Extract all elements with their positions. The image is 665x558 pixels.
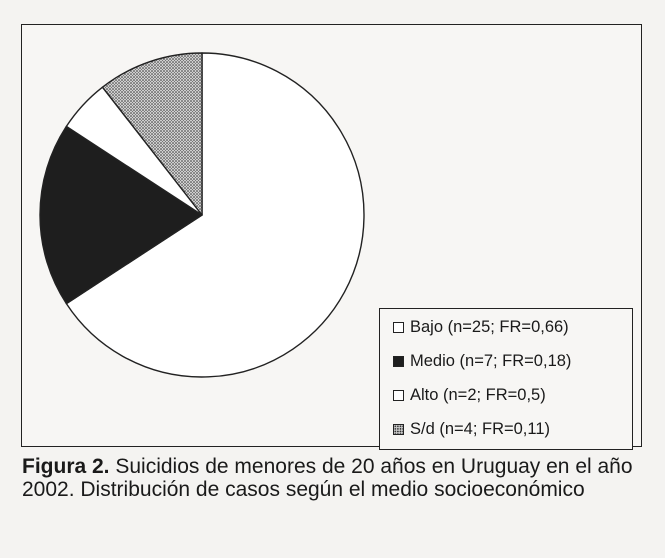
legend-label-sd: S/d (n=4; FR=0,11) <box>410 419 551 438</box>
legend-label-medio: Medio (n=7; FR=0,18) <box>410 351 572 370</box>
legend-item-medio <box>393 350 571 372</box>
legend-item-bajo <box>393 316 569 338</box>
legend-swatch-bajo <box>393 322 404 333</box>
legend-item-alto <box>393 384 546 406</box>
legend-item-sd <box>393 418 550 440</box>
chart-frame <box>21 24 642 447</box>
legend-swatch-sd <box>393 424 404 435</box>
legend-label-alto: Alto (n=2; FR=0,5) <box>410 385 546 404</box>
legend-label-bajo: Bajo (n=25; FR=0,66) <box>410 317 569 336</box>
caption-label: Figura 2. <box>22 455 110 478</box>
legend-swatch-medio <box>393 356 404 367</box>
legend <box>379 308 633 450</box>
legend-swatch-alto <box>393 390 404 401</box>
pie-slices <box>40 53 364 377</box>
figure-caption <box>22 456 652 501</box>
caption-text: Suicidios de menores de 20 años en Uruguay en el año 2002. Distribución de casos según el medio socioeconómico <box>22 455 633 501</box>
